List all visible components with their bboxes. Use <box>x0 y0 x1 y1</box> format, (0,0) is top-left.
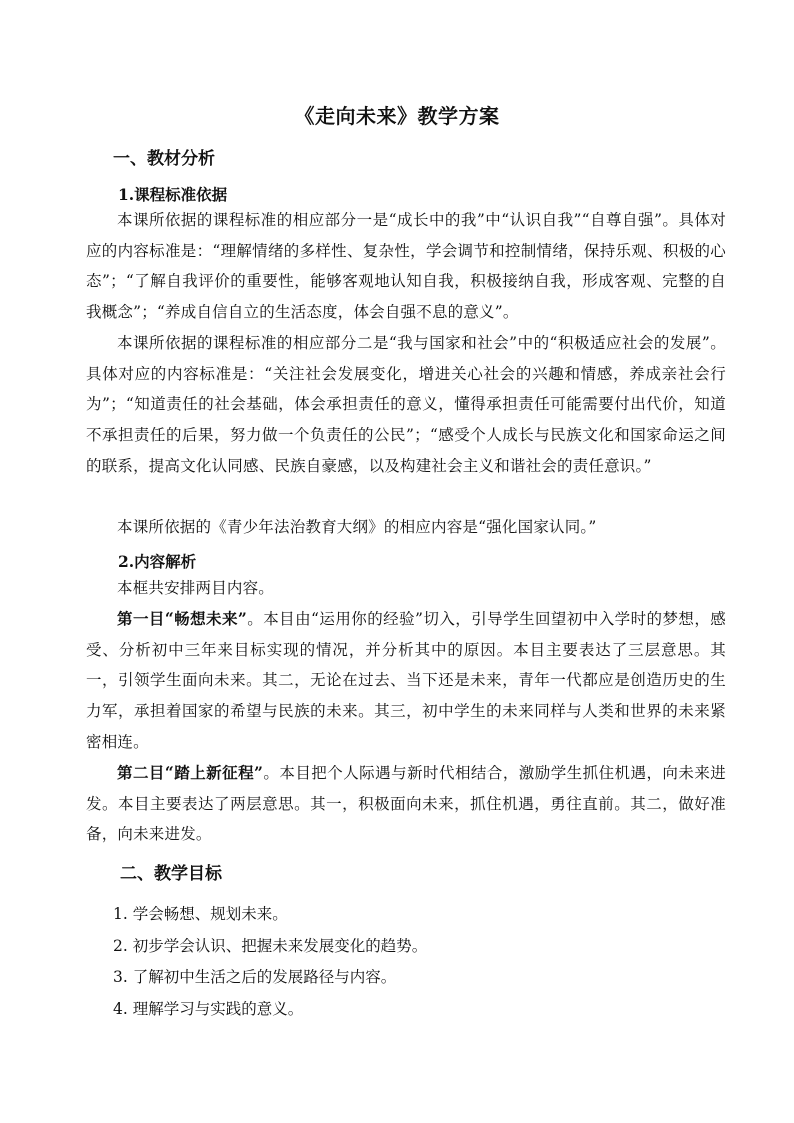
goal-item: 4. 理解学习与实践的意义。 <box>113 1000 304 1018</box>
item-two-lead: 第二目“踏上新征程” <box>117 763 264 782</box>
paragraph-law-education-outline: 本课所依据的《青少年法治教育大纲》的相应内容是“强化国家认同。” <box>117 518 597 536</box>
paragraph-curriculum-part-two: 本课所依据的课程标准的相应部分二是“我与国家和社会”中的“积极适应社会的发展”。具体对应的内容标准是：“关注社会发展变化，增进关心社会的兴趣和情感，养成亲社会行为”；“知道责任的社会基础，体会承担责任的意义，懂得承担责任可能需要付出代价，知道不承担责任的后果，努力做一个负责任的公民”；“感受个人成长与民族文化和国家命运之间的联系，提高文化认同感、民族自豪感，以及构建社会主义和谐社会的责任意识。” <box>86 334 726 475</box>
item-one-lead: 第一目“畅想未来” <box>117 609 248 628</box>
paragraph-content-intro: 本框共安排两目内容。 <box>117 579 275 597</box>
subsection-heading-curriculum-basis: 1.课程标准依据 <box>118 185 228 204</box>
item-two-text: 。本目把个人际遇与新时代相结合，激励学生抓住机遇，向未来进发。本目主要表达了两层意思。其一，积极面向未来，抓住机遇，勇往直前。其二，做好准备，向未来进发。 <box>86 764 726 844</box>
section-heading-textbook-analysis: 一、教材分析 <box>113 149 215 169</box>
paragraph-curriculum-part-one: 本课所依据的课程标准的相应部分一是“成长中的我”中“认识自我”“自尊自强”。具体对应的内容标准是：“理解情绪的多样性、复杂性，学会调节和控制情绪，保持乐观、积极的心态”；“了解自我评价的重要性，能够客观地认知自我，积极接纳自我，形成客观、完整的自我概念”；“养成自信自立的生活态度，体会自强不息的意义”。 <box>86 211 726 322</box>
paragraph-item-one <box>86 604 726 758</box>
goal-item: 1. 学会畅想、规划未来。 <box>113 905 288 923</box>
goal-item: 3. 了解初中生活之后的发展路径与内容。 <box>113 968 397 986</box>
document-title: 《走向未来》教学方案 <box>294 104 500 128</box>
paragraph-item-two <box>86 758 726 850</box>
subsection-heading-content-analysis: 2.内容解析 <box>118 552 197 571</box>
section-heading-teaching-goals: 二、教学目标 <box>120 864 222 884</box>
goal-item: 2. 初步学会认识、把握未来发展变化的趋势。 <box>113 937 428 955</box>
item-one-text: 。本目由“运用你的经验”切入，引导学生回望初中入学时的梦想，感受、分析初中三年来目标实现的情况，并分析其中的原因。本目主要表达了三层意思。其一，引领学生面向未来。其二，无论在过去、当下还是未来，青年一代都应是创造历史的生力军，承担着国家的希望与民族的未来。其三，初中学生的未来同样与人类和世界的未来紧密相连。 <box>86 610 726 751</box>
